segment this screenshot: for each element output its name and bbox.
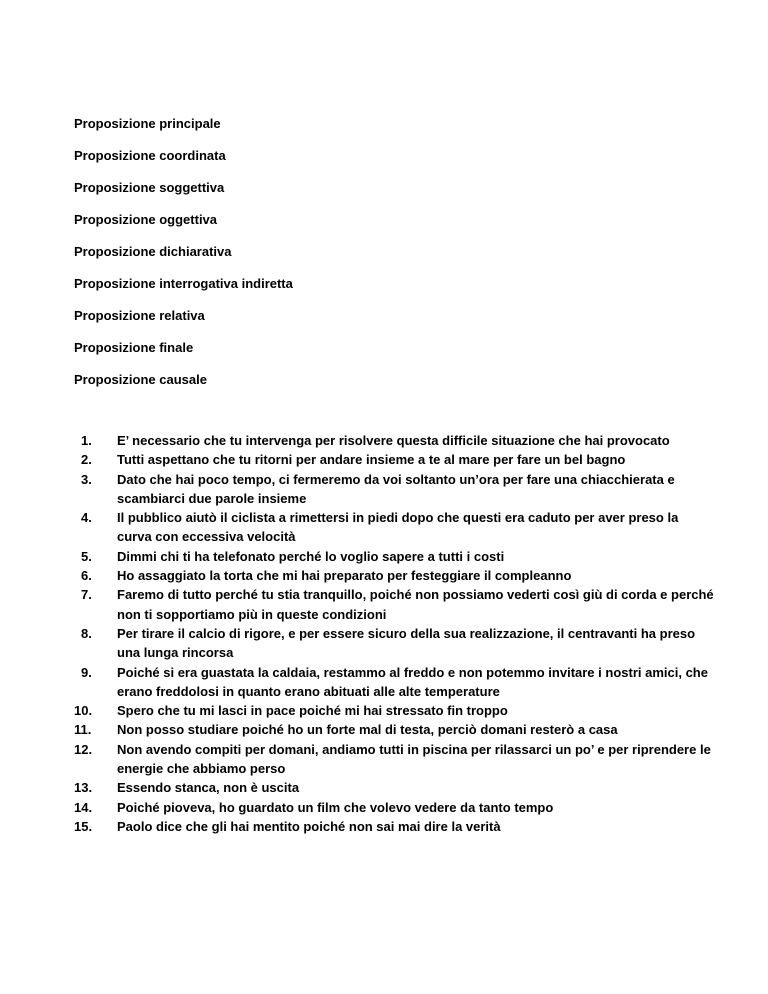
exercise-text: Poiché pioveva, ho guardato un film che volevo vedere da tanto tempo — [117, 799, 554, 815]
exercise-text: Faremo di tutto perché tu stia tranquillo, poiché non possiamo vederti così giù di corda e perché non ti sopportiamo più in queste condizioni — [117, 587, 714, 622]
exercise-item — [74, 450, 714, 469]
exercise-number: 10. — [74, 703, 93, 719]
exercise-text: Poiché si era guastata la caldaia, restammo al freddo e non potemmo invitare i nostri amici, che erano freddolosi in quanto erano abituati alle alte temperature — [117, 664, 708, 699]
exercise-item — [74, 778, 714, 797]
exercise-text: Spero che tu mi lasci in pace poiché mi hai stressato fin troppo — [117, 703, 508, 719]
exercise-item — [74, 566, 714, 585]
exercise-text: Non posso studiare poiché ho un forte mal di testa, perciò domani resterò a casa — [117, 722, 618, 738]
exercise-number: 13. — [74, 780, 93, 796]
exercise-number: 12. — [74, 741, 93, 757]
exercise-item — [74, 740, 714, 779]
proposition-type: Proposizione dichiarativa — [74, 244, 232, 259]
exercise-number: 8. — [81, 625, 92, 641]
proposition-type: Proposizione relativa — [74, 308, 205, 323]
exercise-item — [74, 431, 714, 450]
exercise-number: 1. — [81, 433, 92, 448]
exercise-number: 3. — [81, 471, 92, 487]
exercise-text: Paolo dice che gli hai mentito poiché non sai mai dire la verità — [117, 818, 501, 834]
exercise-item — [74, 624, 714, 663]
exercise-text: Dato che hai poco tempo, ci fermeremo da voi soltanto un’ora per fare una chiacchierata e scambiarci due parole insieme — [117, 471, 675, 506]
exercise-text: Dimmi chi ti ha telefonato perché lo voglio sapere a tutti i costi — [117, 548, 505, 564]
exercise-number: 4. — [81, 510, 92, 526]
exercise-number: 6. — [81, 568, 92, 584]
exercise-item — [74, 585, 714, 624]
exercise-number: 5. — [81, 548, 92, 564]
proposition-type: Proposizione interrogativa indiretta — [74, 276, 293, 291]
exercise-item — [74, 798, 714, 817]
exercise-number: 7. — [81, 587, 92, 603]
proposition-type: Proposizione oggettiva — [74, 212, 218, 227]
proposition-type: Proposizione finale — [74, 340, 194, 355]
exercise-item — [74, 663, 714, 702]
exercise-number: 2. — [81, 452, 92, 468]
exercise-number: 14. — [74, 799, 93, 815]
exercise-item — [74, 817, 714, 836]
exercise-item — [74, 547, 714, 566]
proposition-type: Proposizione causale — [74, 372, 207, 387]
exercise-list — [74, 431, 714, 836]
exercise-text: Essendo stanca, non è uscita — [117, 780, 300, 796]
exercise-number: 9. — [81, 664, 92, 680]
exercise-text: Tutti aspettano che tu ritorni per andare insieme a te al mare per fare un bel bagno — [117, 452, 626, 468]
exercise-text: Il pubblico aiutò il ciclista a rimettersi in piedi dopo che questi era caduto per aver preso la curva con eccessiva velocità — [117, 510, 679, 545]
exercise-text: Ho assaggiato la torta che mi hai preparato per festeggiare il compleanno — [117, 568, 572, 584]
exercise-number: 11. — [74, 722, 92, 738]
exercise-item — [74, 720, 714, 739]
proposition-type: Proposizione soggettiva — [74, 180, 225, 195]
exercise-text: Per tirare il calcio di rigore, e per essere sicuro della sua realizzazione, il centravanti ha preso una lunga rincorsa — [117, 625, 696, 661]
exercise-item — [74, 508, 714, 547]
proposition-type: Proposizione principale — [74, 116, 221, 131]
exercise-item — [74, 470, 714, 509]
exercise-text: E’ necessario che tu intervenga per risolvere questa difficile situazione che hai provocato — [117, 433, 670, 448]
exercise-text: Non avendo compiti per domani, andiamo tutti in piscina per rilassarci un po’ e per riprendere le energie che abbiamo perso — [117, 741, 711, 777]
exercise-item — [74, 701, 714, 720]
proposition-types-list — [74, 116, 293, 404]
exercise-number: 15. — [74, 818, 93, 834]
proposition-type: Proposizione coordinata — [74, 148, 226, 163]
